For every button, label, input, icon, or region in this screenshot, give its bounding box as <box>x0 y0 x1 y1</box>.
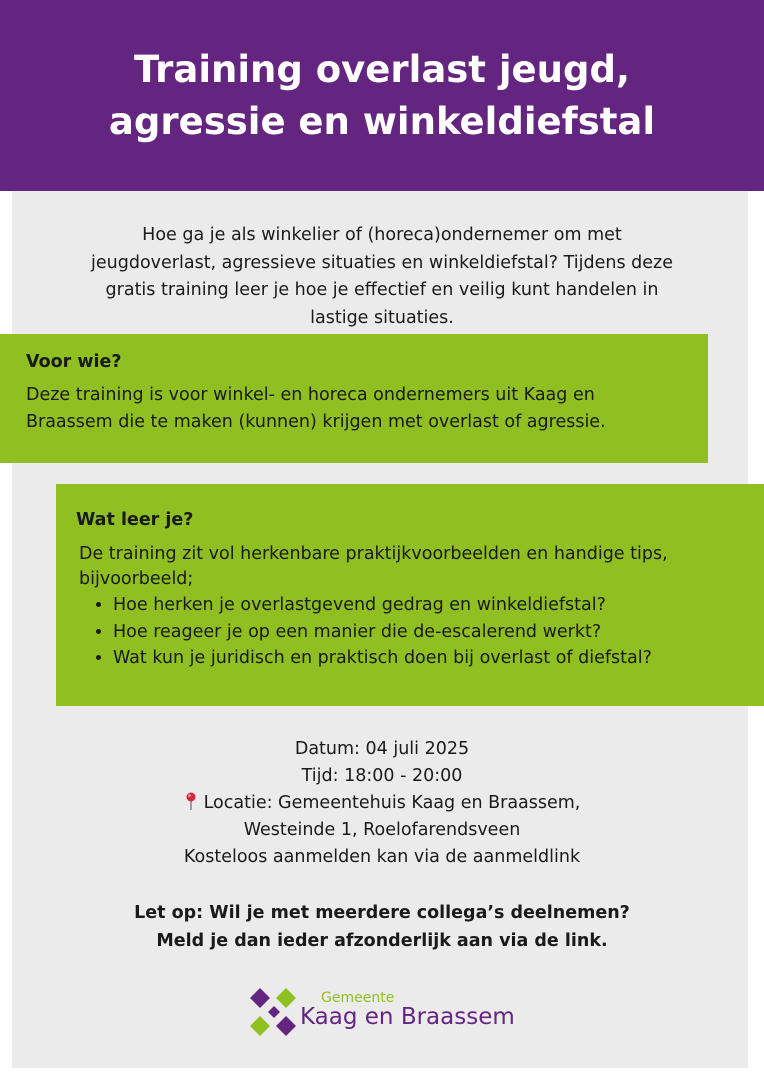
list-item: • Wat kun je juridisch en praktisch doen bij overlast of diefstal? <box>113 645 744 672</box>
location-text: Locatie: Gemeentehuis Kaag en Braassem, <box>203 793 581 813</box>
logo-big-text: Kaag en Braassem <box>300 1004 515 1030</box>
event-details <box>82 736 682 871</box>
registration-line: Kosteloos aanmelden kan via de aanmeldlink <box>183 847 581 867</box>
list-item: • Hoe herken je overlastgevend gedrag en winkeldiefstal? <box>113 592 744 619</box>
time-line: Tijd: 18:00 - 20:00 <box>301 766 463 786</box>
header-banner <box>0 0 764 191</box>
title-line-2: agressie en winkeldiefstal <box>108 99 656 143</box>
location-pin-icon <box>184 792 198 810</box>
notice-line-1: Let op: Wil je met meerdere collega’s deelnemen? <box>134 903 630 923</box>
logo-small-text: Gemeente <box>321 990 395 1006</box>
date-line: Datum: 04 juli 2025 <box>294 739 470 759</box>
voor-wie-box <box>0 334 708 463</box>
learning-list <box>76 592 744 672</box>
municipality-logo <box>248 988 528 1038</box>
title-line-1: Training overlast jeugd, <box>133 47 631 91</box>
list-item: • Hoe reageer je op een manier die de-escalerend werkt? <box>113 619 744 646</box>
voor-wie-heading: Voor wie? <box>26 352 122 372</box>
notice <box>82 899 682 955</box>
notice-line-2: Meld je dan ieder afzonderlijk aan via de link. <box>156 931 608 951</box>
page-title <box>72 44 692 148</box>
address-line: Westeinde 1, Roelofarendsveen <box>243 820 521 840</box>
voor-wie-text: Deze training is voor winkel- en horeca ondernemers uit Kaag en Braassem die te maken (kunnen) krijgen met overlast of agressie. <box>26 385 606 432</box>
wat-leer-je-heading: Wat leer je? <box>76 510 194 530</box>
wat-leer-je-box <box>56 484 764 706</box>
logo-mark-icon <box>248 988 300 1040</box>
location-line <box>82 790 682 817</box>
wat-leer-je-text: De training zit vol herkenbare praktijkvoorbeelden en handige tips, bijvoorbeeld; <box>79 544 668 589</box>
intro-text: Hoe ga je als winkelier of (horeca)ondernemer om met jeugdoverlast, agressieve situaties en winkeldiefstal? Tijdens deze gratis training leer je hoe je effectief en veilig kunt handelen in lastige situaties. <box>91 225 673 328</box>
